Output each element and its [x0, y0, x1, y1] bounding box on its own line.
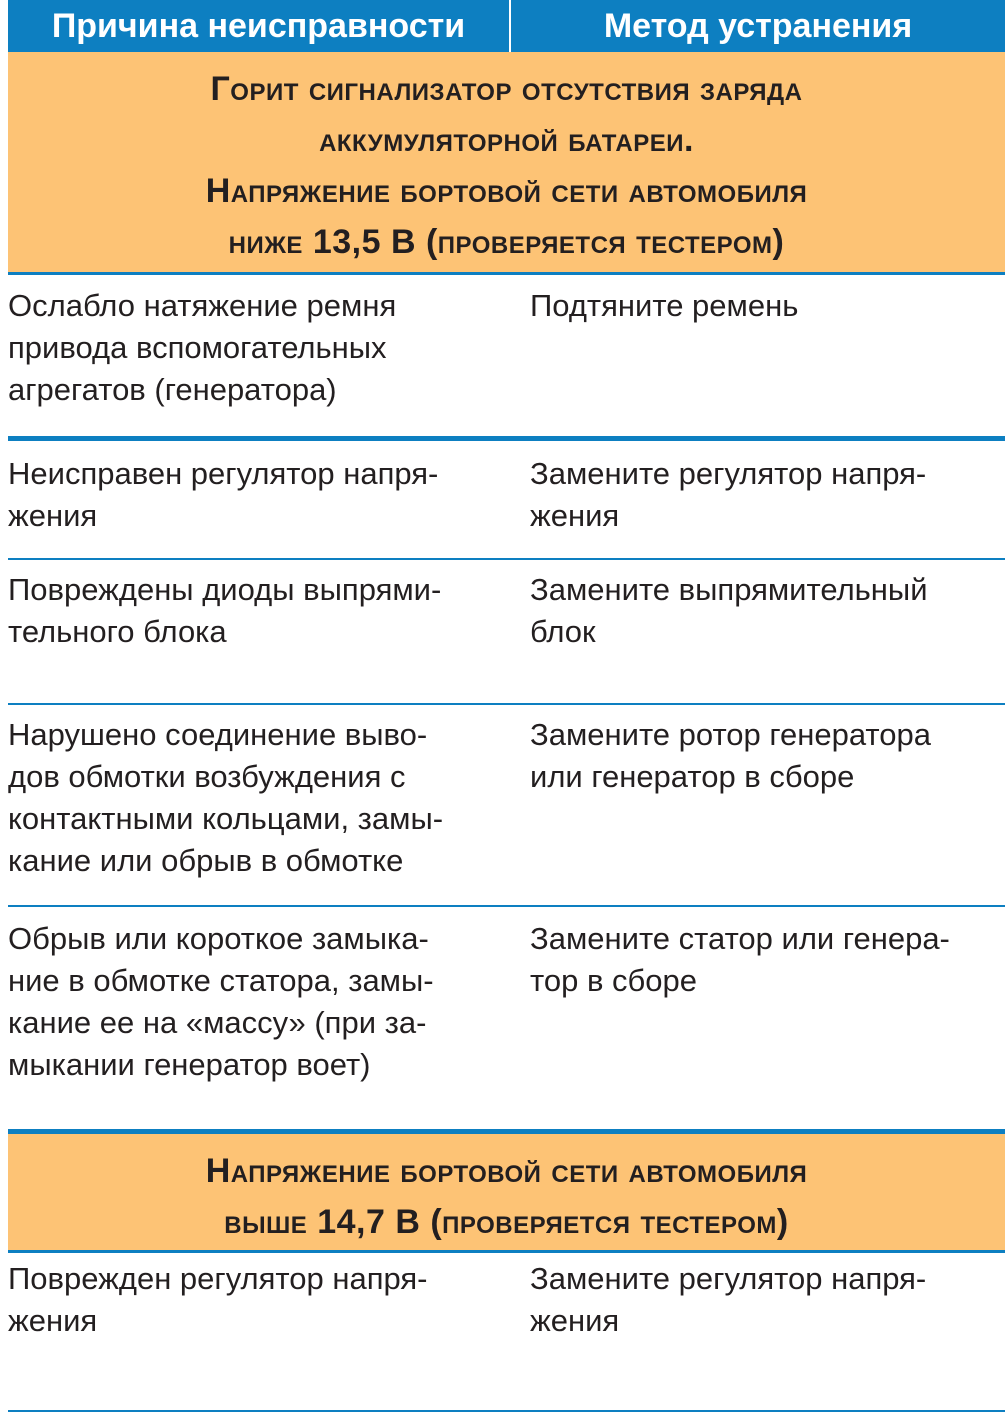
cause-cell — [8, 1258, 530, 1342]
cause-text: мыкании генератор воет) — [8, 1047, 371, 1082]
cause-text: привода вспомогательных — [8, 330, 387, 365]
table-row — [8, 714, 1005, 882]
row-divider — [8, 905, 1005, 907]
section-title-line: Напряжение бортовой сети автомобиля — [205, 172, 808, 210]
cause-cell — [8, 453, 530, 537]
cause-cell — [8, 714, 530, 882]
cause-cell — [8, 569, 530, 653]
method-text: Замените регулятор напря- — [530, 1261, 927, 1296]
method-cell — [530, 453, 1005, 537]
section-banner-high-voltage — [8, 1129, 1005, 1253]
method-cell — [530, 714, 1005, 882]
section-title-line: Напряжение бортовой сети автомобиля — [205, 1152, 808, 1190]
method-text: Замените ротор генератора — [530, 717, 932, 752]
cause-text: Нарушено соединение выво- — [8, 717, 428, 752]
cause-text: тельного блока — [8, 614, 227, 649]
table-row — [8, 569, 1005, 653]
row-divider — [8, 558, 1005, 560]
cause-text: Обрыв или короткое замыка- — [8, 921, 429, 956]
table-header — [8, 0, 1005, 52]
method-cell — [530, 569, 1005, 653]
method-cell — [530, 285, 1005, 411]
cause-text: контактными кольцами, замы- — [8, 801, 444, 836]
header-method: Метод устранения — [603, 7, 913, 45]
table-row — [8, 285, 1005, 411]
method-text: блок — [530, 614, 596, 649]
method-cell — [530, 1258, 1005, 1342]
method-text: жения — [530, 1303, 620, 1338]
method-text: Замените выпрямительный — [530, 572, 928, 607]
section-title-line: Горит сигнализатор отсутствия заряда — [210, 70, 803, 108]
row-divider — [8, 1410, 1005, 1412]
method-cell — [530, 918, 1005, 1086]
section-title-line: аккумуляторной батареи. — [319, 121, 694, 159]
cause-text: кание или обрыв в обмотке — [8, 843, 404, 878]
cause-text: жения — [8, 1303, 98, 1338]
method-text: Замените регулятор напря- — [530, 456, 927, 491]
method-text: тор в сборе — [530, 963, 698, 998]
cause-text: кание ее на «массу» (при за- — [8, 1005, 427, 1040]
row-divider — [8, 436, 1005, 441]
row-divider — [8, 703, 1005, 705]
method-text: Замените статор или генера- — [530, 921, 950, 956]
section-banner-low-voltage — [8, 52, 1005, 275]
method-text: жения — [530, 498, 620, 533]
cause-text: Поврежден регулятор напря- — [8, 1261, 428, 1296]
table-row — [8, 453, 1005, 537]
cause-text: агрегатов (генератора) — [8, 372, 337, 407]
cause-text: ние в обмотке статора, замы- — [8, 963, 434, 998]
method-text: Подтяните ремень — [530, 288, 799, 323]
cause-text: Повреждены диоды выпрями- — [8, 572, 442, 607]
section-title-line: ниже 13,5 В (проверяется тестером) — [228, 223, 785, 261]
cause-text: жения — [8, 498, 98, 533]
table-row — [8, 918, 1005, 1086]
cause-text: дов обмотки возбуждения с — [8, 759, 406, 794]
cause-text: Ослабло натяжение ремня — [8, 288, 397, 323]
header-cause: Причина неисправности — [8, 0, 511, 52]
table-row — [8, 1258, 1005, 1342]
cause-cell — [8, 285, 530, 411]
method-text: или генератор в сборе — [530, 759, 855, 794]
cause-cell — [8, 918, 530, 1086]
cause-text: Неисправен регулятор напря- — [8, 456, 439, 491]
section-title-line: выше 14,7 В (проверяется тестером) — [224, 1203, 789, 1241]
